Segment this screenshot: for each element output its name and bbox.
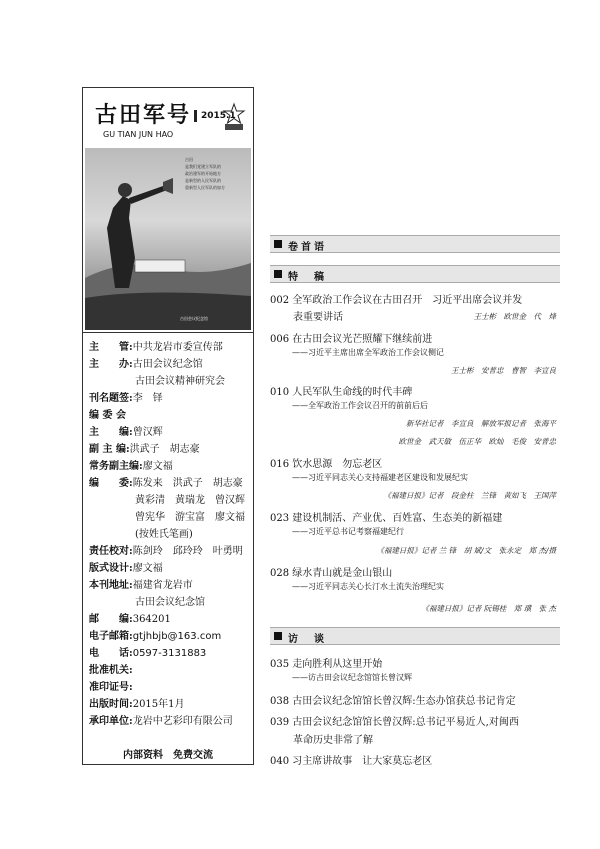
masthead-value: 陈剑玲 邱玲玲 叶勇明	[132, 546, 243, 557]
toc-authors: 《福建日报》记者 阮锡桂 郑 璜 张 杰	[421, 604, 556, 613]
masthead-value: 陈发来 洪武子 胡志豪	[132, 478, 243, 489]
masthead-value: 廖文福	[132, 563, 163, 574]
section-header-interview: 访 谈	[270, 627, 560, 645]
toc-entry[interactable]: 002 全军政治工作会议在古田召开 习近平出席会议并发	[270, 295, 523, 306]
toc-entry[interactable]: 016 饮水思源 勿忘老区	[270, 459, 383, 470]
cover-caption: 古田会议纪念馆	[180, 316, 208, 321]
toc-subtitle: ——习近平同志关心支持福建老区建设和发展纪实	[292, 473, 468, 482]
masthead-value: 2015年1月	[132, 699, 185, 710]
masthead-value: 中共龙岩市委宣传部	[132, 342, 223, 353]
masthead-label: 责任校对:	[89, 546, 133, 557]
cover-text-lines: 古田 是我们党建立军队的 政治建军的开始地方 是新型的人民军队的 重新型人民军队的加方	[185, 157, 225, 190]
cover-thumbnail	[83, 88, 253, 333]
toc-entry[interactable]: 040 习主席讲故事 让大家莫忘老区	[270, 756, 433, 767]
masthead-value: 龙岩中艺彩印有限公司	[132, 716, 233, 727]
toc-entry-cont[interactable]: 革命历史非常了解	[293, 735, 373, 746]
toc-authors: 欧世金 武天敏 伍正华 欧灿 毛俊 安普忠	[398, 437, 556, 446]
masthead-panel	[82, 87, 254, 765]
email-link[interactable]: gtjhbjb@163.com	[132, 631, 222, 642]
masthead-value: 古田会议精神研究会	[135, 376, 225, 387]
toc-entry[interactable]: 039 古田会议纪念馆馆长曾汉辉:总书记平易近人,对闽西	[270, 717, 519, 728]
masthead-value: 黄彩清 黄瑞龙 曾汉辉	[135, 495, 245, 506]
masthead-value: (按姓氏笔画)	[135, 529, 193, 540]
magazine-logo: 古田军号	[95, 102, 192, 128]
toc-entry[interactable]: 023 建设机制活、产业优、百姓富、生态美的新福建	[270, 513, 503, 524]
masthead-label: 出版时间:	[89, 699, 133, 710]
masthead-label: 本刊地址:	[89, 580, 133, 591]
toc-entry[interactable]: 038 古田会议纪念馆馆长曾汉辉:生态办馆获总书记肯定	[270, 696, 516, 707]
toc-subtitle: ——习近平同志关心长汀水土流失治理纪实	[292, 582, 444, 591]
section-header-special: 特 稿	[270, 265, 560, 283]
toc-entry-cont[interactable]: 表重要讲话	[293, 312, 343, 323]
section-header-preface: 卷首语	[270, 235, 560, 253]
cover-photo	[85, 148, 251, 330]
masthead-value: 洪武子 胡志豪	[129, 444, 200, 455]
masthead-label: 电子邮箱:	[89, 631, 133, 642]
toc-subtitle: ——访古田会议纪念馆馆长曾汉辉	[292, 673, 412, 682]
masthead-value: 福建省龙岩市	[132, 580, 193, 591]
toc-authors: 王士彬 欧世金 代 烽	[473, 312, 556, 321]
issue-number: 2015.1	[201, 111, 236, 121]
toc-authors: 新华社记者 李宣良 解放军报记者 张海平	[406, 419, 556, 428]
masthead-label: 电 话:	[89, 648, 133, 659]
toc-subtitle: ——习近平总书记考察福建纪行	[292, 527, 404, 536]
army-emblem-icon	[222, 102, 246, 132]
masthead-label: 刊名题签:	[89, 393, 133, 404]
masthead-value: 0597-3131883	[132, 648, 207, 659]
toc-authors: 王士彬 安普忠 曹智 李宣良	[451, 366, 556, 375]
toc-subtitle: ——全军政治工作会议召开的前前后后	[292, 401, 428, 410]
masthead-label: 版式设计:	[89, 563, 133, 574]
masthead-value: 古田会议纪念馆	[135, 597, 205, 608]
masthead-label: 批准机关:	[89, 665, 133, 676]
masthead-label: 邮 编:	[89, 614, 133, 625]
masthead-label: 主 编:	[89, 427, 133, 438]
distribution-note: 内部资料 免费交流	[123, 750, 213, 761]
toc-entry[interactable]: 006 在古田会议光芒照耀下继续前进	[270, 334, 433, 345]
toc-authors: 《福建日报》记者 兰 锋 胡 斌/文 张永定 郑 杰/摄	[376, 546, 556, 555]
masthead-label: 主 管:	[89, 342, 133, 353]
masthead-label: 常务副主编:	[89, 461, 143, 472]
masthead-value: 曾汉辉	[132, 427, 163, 438]
toc-entry[interactable]: 010 人民军队生命线的时代丰碑	[270, 387, 413, 398]
masthead-value: 廖文福	[142, 461, 173, 472]
toc-subtitle: ——习近平主席出席全军政治工作会议侧记	[292, 348, 444, 357]
magazine-logo-pinyin: GU TIAN JUN HAO	[103, 130, 174, 139]
toc-entry[interactable]: 035 走向胜利从这里开始	[270, 659, 383, 670]
masthead-value: 古田会议纪念馆	[132, 359, 203, 370]
masthead-label: 主 办:	[89, 359, 133, 370]
masthead-label: 副 主 编:	[89, 444, 130, 455]
toc-authors: 《福建日报》记者 段金柱 兰锋 黄如飞 王国萍	[383, 491, 556, 500]
masthead-value: 曾宪华 游宝富 廖文福	[135, 512, 245, 523]
masthead-value: 李 铎	[132, 393, 163, 404]
toc-entry[interactable]: 028 绿水青山就是金山银山	[270, 568, 393, 579]
masthead-label: 准印证号:	[89, 682, 133, 693]
issue-bar	[194, 110, 197, 122]
masthead-label: 编 委:	[89, 478, 133, 489]
masthead-label: 承印单位:	[89, 716, 133, 727]
masthead-value: 364201	[132, 614, 171, 625]
masthead-label: 编 委 会	[89, 410, 126, 421]
